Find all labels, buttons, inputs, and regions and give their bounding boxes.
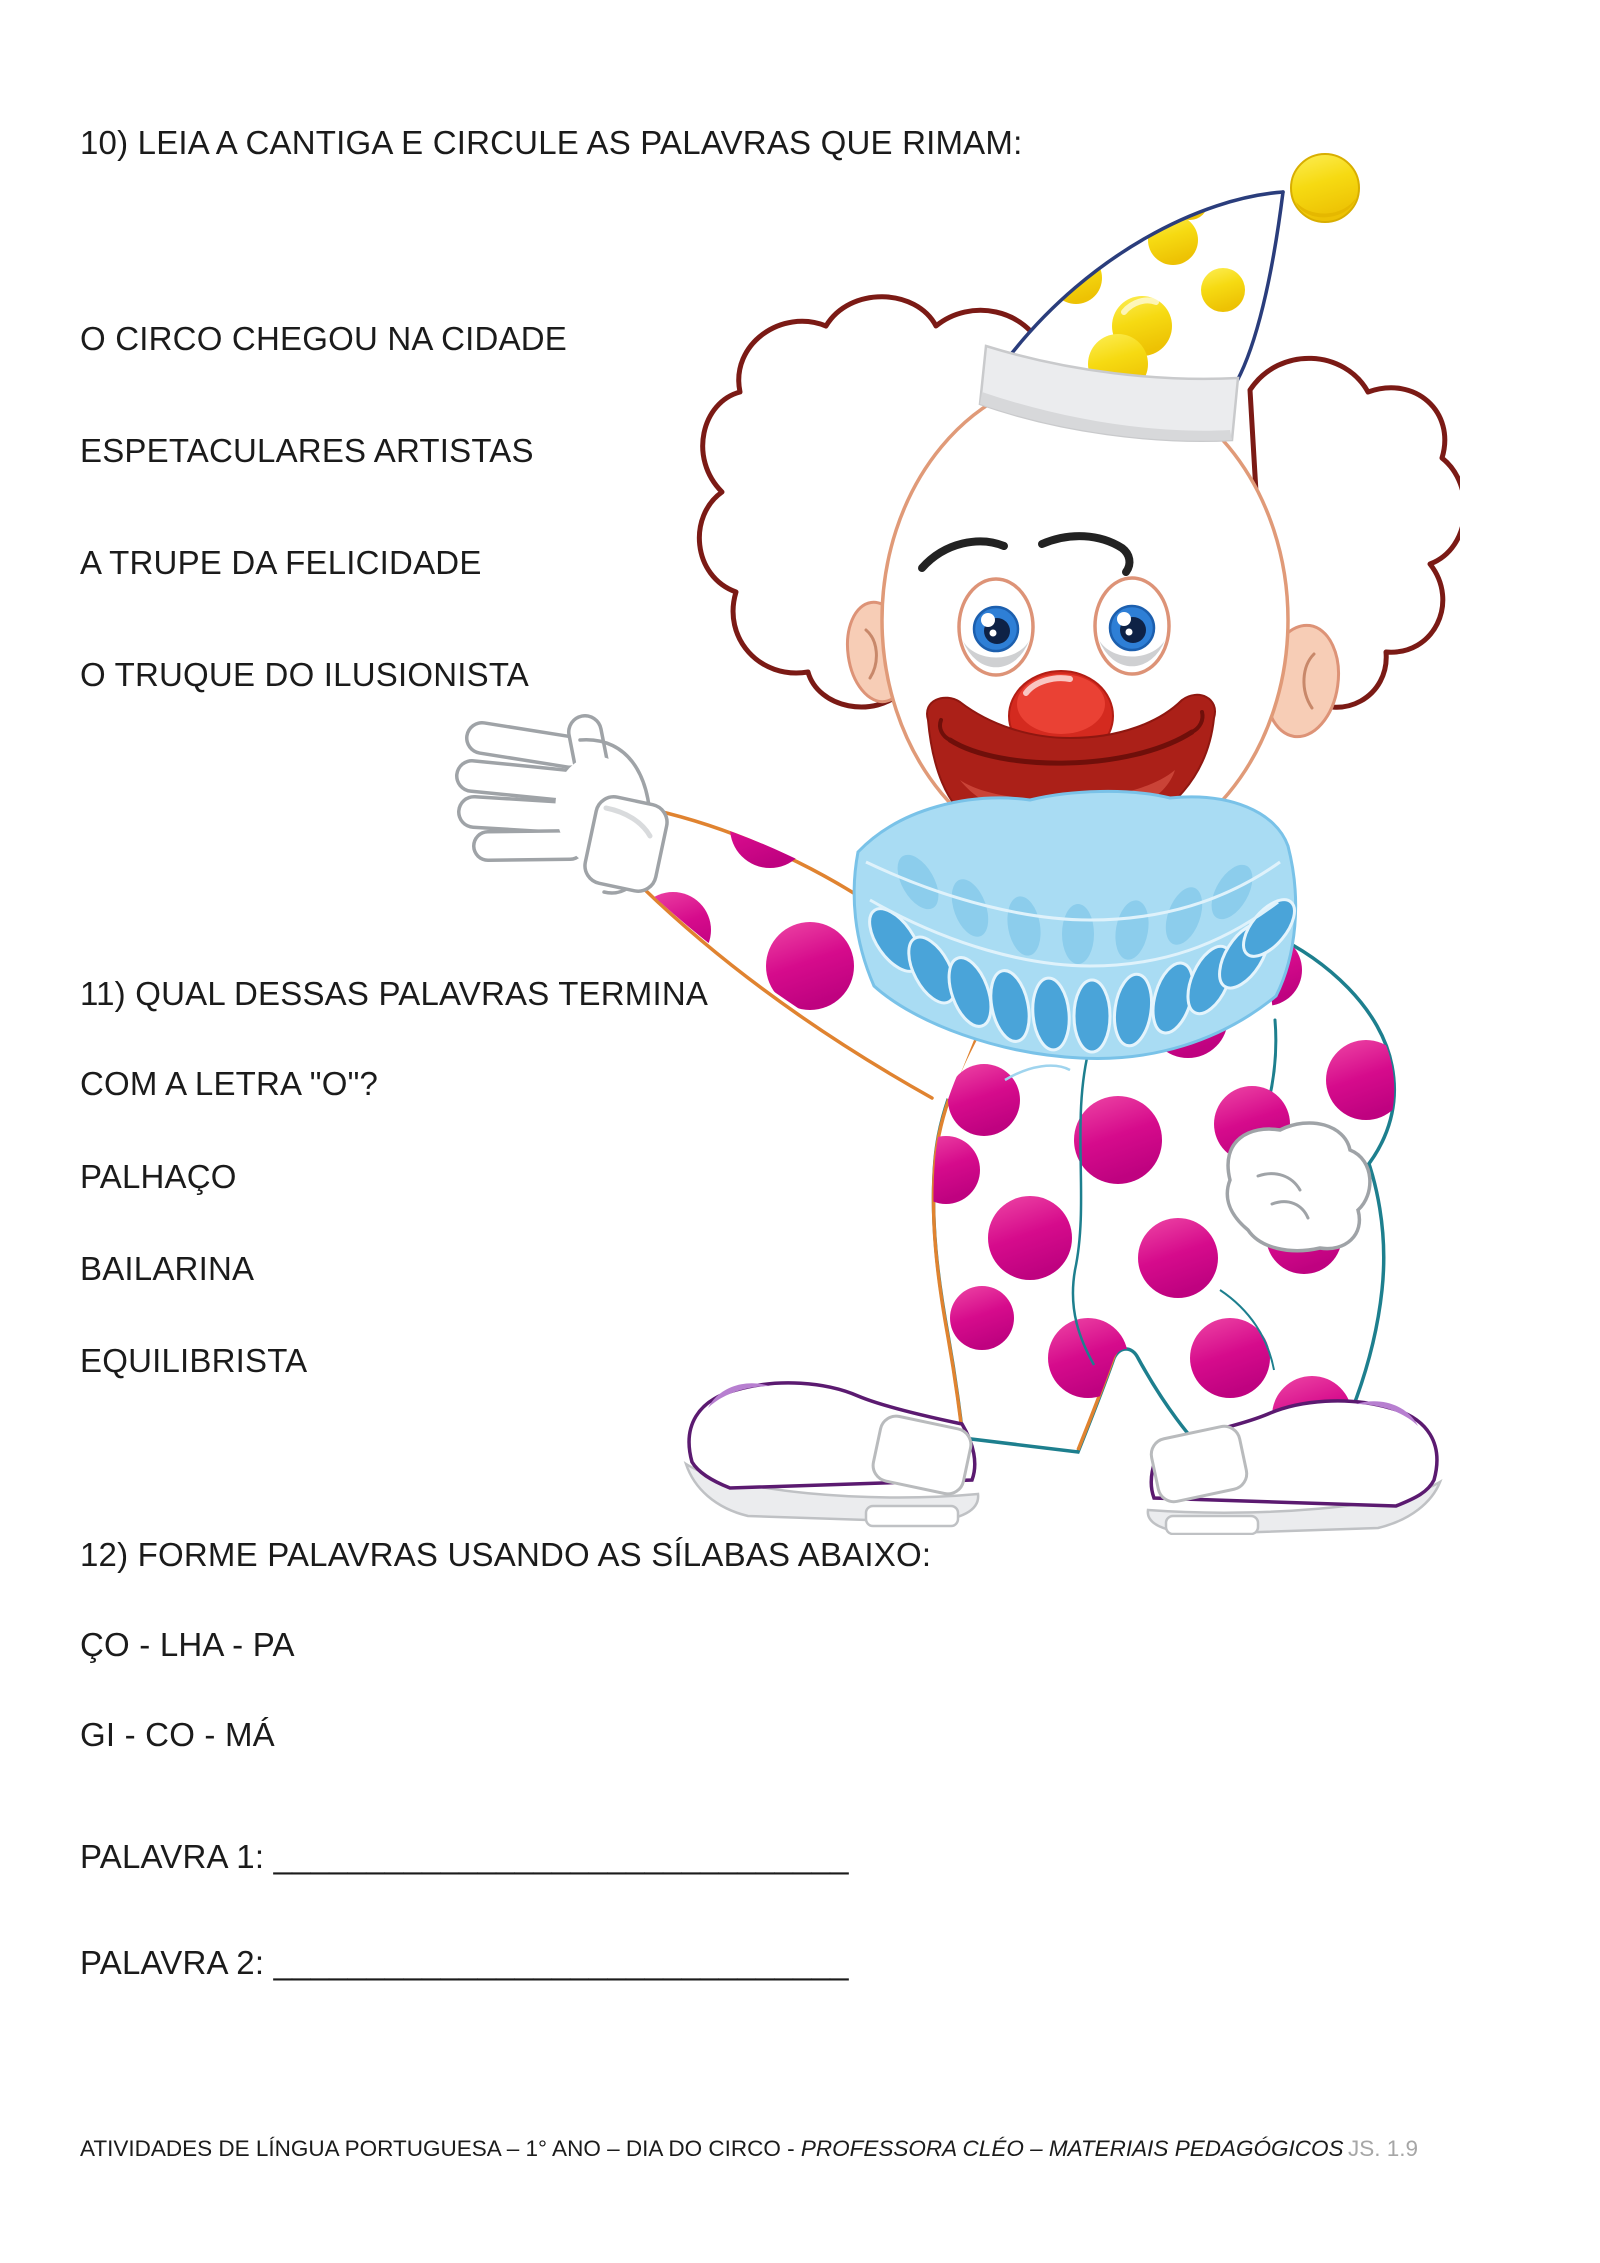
question-12-title: 12) FORME PALAVRAS USANDO AS SÍLABAS ABAIXO: [80,1536,932,1573]
clown-collar [854,791,1304,1058]
answer-line-1 [80,1838,849,1876]
footer-regular: ATIVIDADES DE LÍNGUA PORTUGUESA – 1° ANO – DIA DO CIRCO - [80,2136,801,2161]
answer-label: PALAVRA 1: [80,1838,274,1875]
song-line: O TRUQUE DO ILUSIONISTA [80,656,529,693]
hat-pompom [1291,154,1359,222]
answer-blank: _______________________________ [273,1838,849,1875]
answer-blank: _______________________________ [273,1944,849,1981]
song-line: O CIRCO CHEGOU NA CIDADE [80,320,568,357]
page-code: JS. 1.9 [1348,2136,1419,2161]
song-line: ESPETACULARES ARTISTAS [80,432,534,469]
answer-line-2 [80,1944,849,1982]
word-option: EQUILIBRISTA [80,1342,308,1379]
clown-right-glove [1227,1123,1370,1251]
question-10-title: 10) LEIA A CANTIGA E CIRCULE AS PALAVRAS QUE RIMAM: [80,124,1023,161]
song-line: A TRUPE DA FELICIDADE [80,544,482,581]
clown-left-glove [472,732,670,895]
syllable-row: ÇO - LHA - PA [80,1626,295,1663]
question-11-title-line2: COM A LETRA "O"? [80,1065,379,1102]
word-option: PALHAÇO [80,1158,237,1195]
answer-label: PALAVRA 2: [80,1944,274,1981]
word-option: BAILARINA [80,1250,255,1287]
clown-illustration [430,140,1460,1535]
question-11-title-line1: 11) QUAL DESSAS PALAVRAS TERMINA [80,975,709,1012]
clown-left-shoe [686,1383,978,1526]
syllable-row: GI - CO - MÁ [80,1716,275,1753]
footer-credit [80,2136,1343,2162]
footer-italic: PROFESSORA CLÉO – MATERIAIS PEDAGÓGICOS [800,2136,1344,2161]
